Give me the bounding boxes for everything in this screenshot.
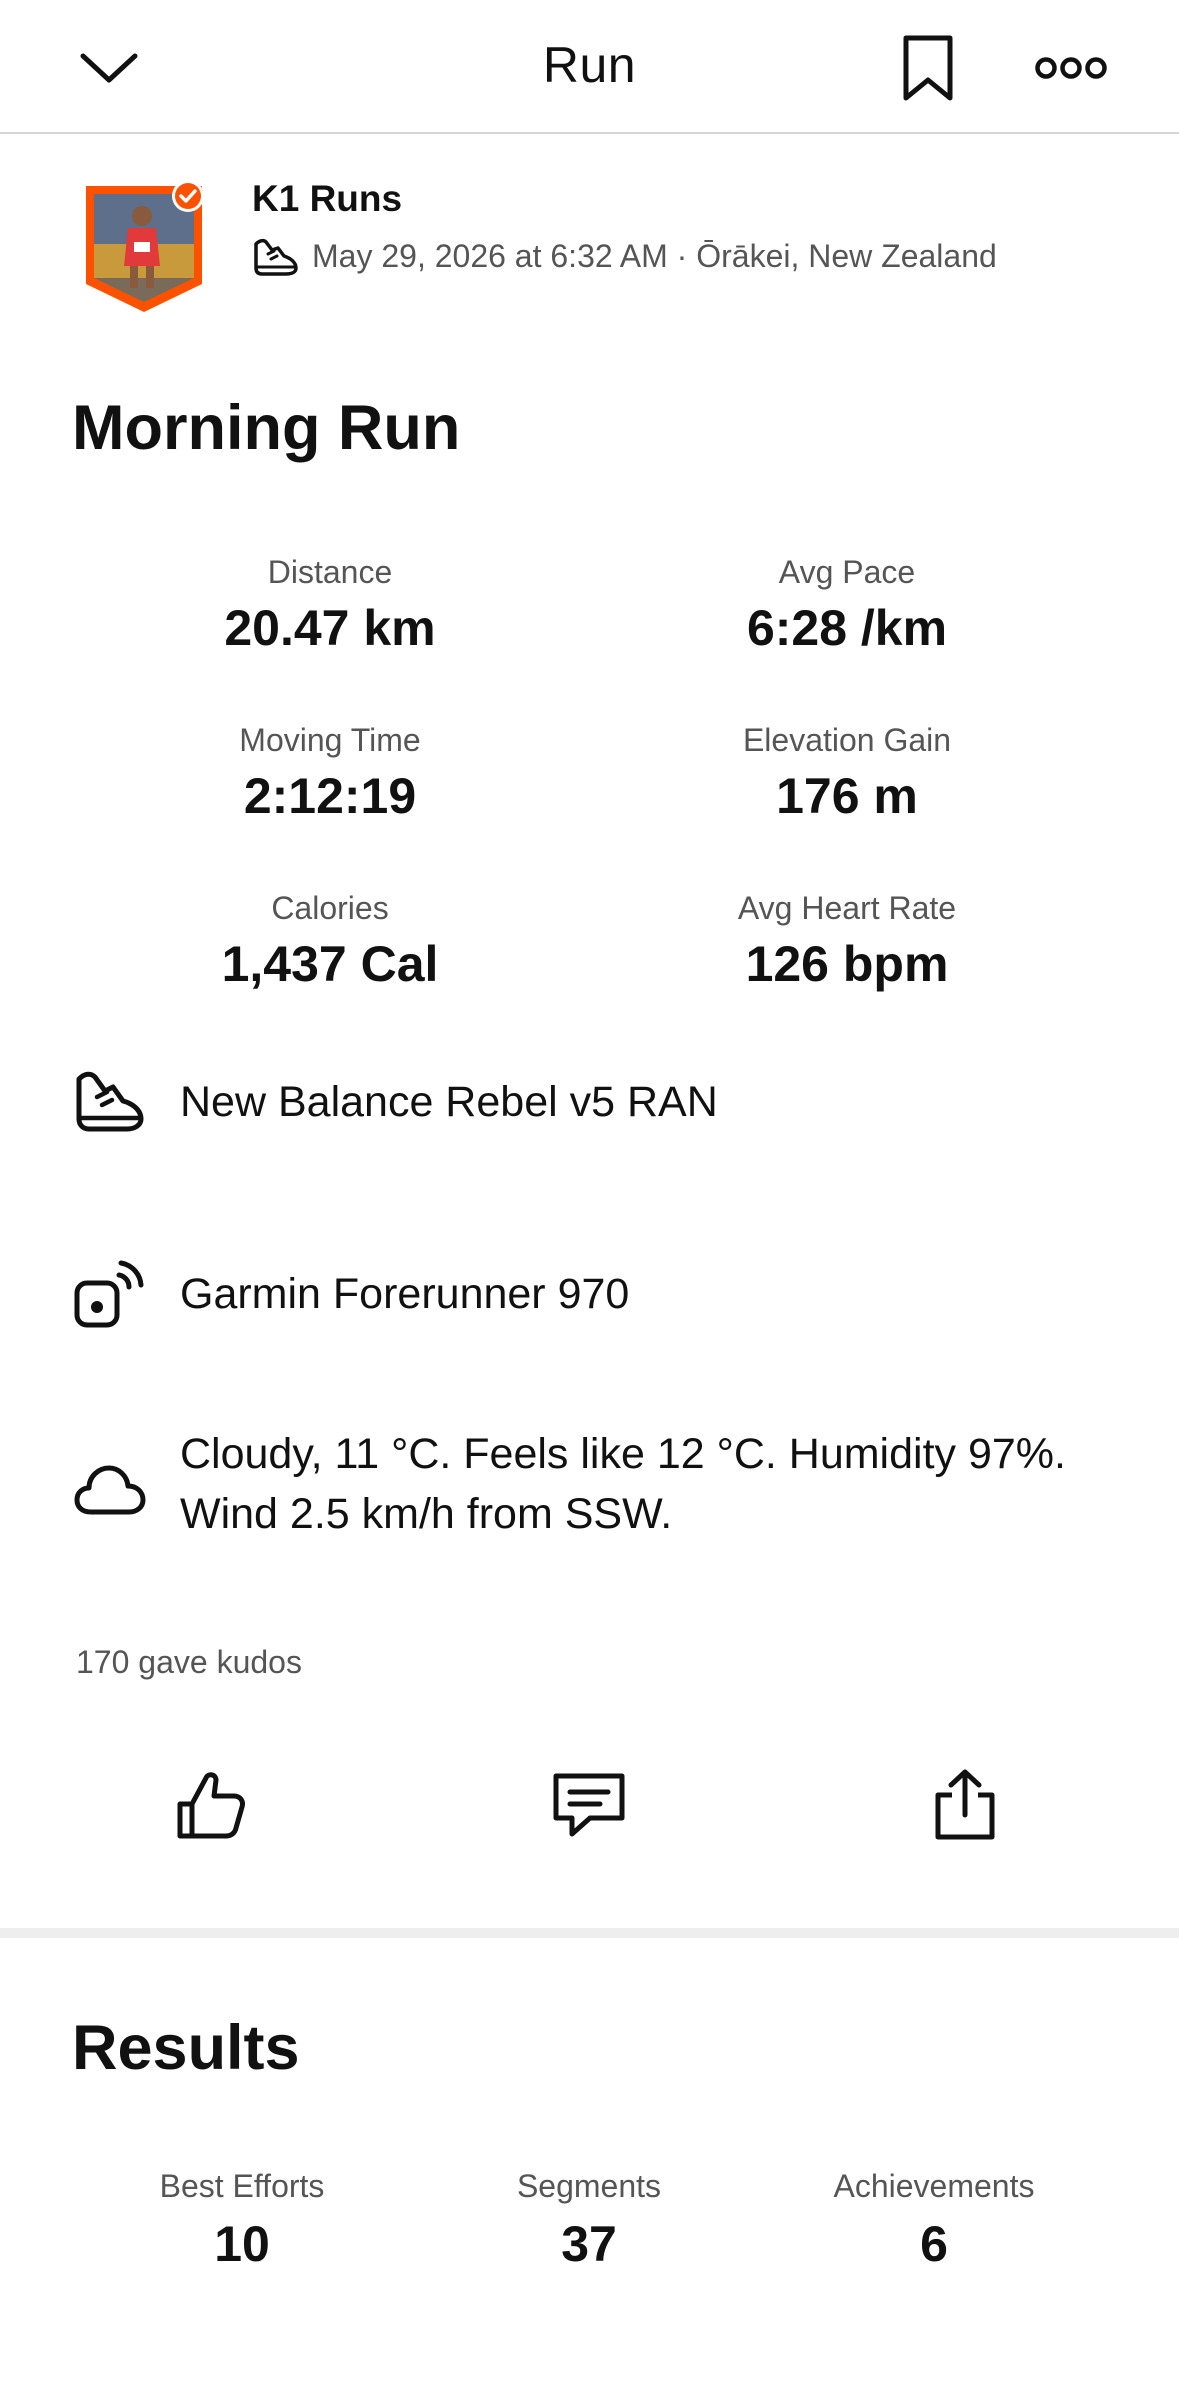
athlete-header <box>0 170 1179 320</box>
stat-label: Distance <box>267 554 393 590</box>
result-label: Achievements <box>833 2168 1035 2204</box>
stat-moving-time <box>70 716 590 828</box>
section-divider <box>0 1928 1179 1938</box>
stat-avg-pace <box>587 548 1107 660</box>
top-bar <box>0 0 1179 134</box>
weather-line-2: Wind 2.5 km/h from SSW. <box>180 1490 673 1538</box>
stat-calories <box>70 884 590 996</box>
results-title: Results <box>72 2013 300 2083</box>
stat-label: Elevation Gain <box>742 722 952 758</box>
avatar[interactable] <box>82 180 206 318</box>
thumbs-up-icon[interactable] <box>166 1760 256 1850</box>
stat-elevation-gain <box>587 716 1107 828</box>
weather-text <box>180 1424 1066 1544</box>
more-dots-icon[interactable] <box>1024 28 1118 108</box>
stat-label: Avg Heart Rate <box>737 890 957 926</box>
gear-shoe-row[interactable] <box>72 1064 1132 1140</box>
cloud-icon <box>72 1452 148 1528</box>
stat-value: 2:12:19 <box>243 768 417 824</box>
stat-avg-heart-rate <box>587 884 1107 996</box>
stat-distance <box>70 548 590 660</box>
stat-value: 20.47 km <box>224 600 436 656</box>
running-shoe-icon <box>72 1064 148 1140</box>
result-value: 37 <box>561 2216 617 2272</box>
result-label: Best Efforts <box>159 2168 325 2204</box>
activity-meta <box>252 234 997 278</box>
device-row <box>72 1256 1132 1332</box>
share-icon[interactable] <box>920 1760 1010 1850</box>
result-value: 10 <box>214 2216 270 2272</box>
activity-date-location: May 29, 2026 at 6:32 AM · Ōrākei, New Zealand <box>312 237 997 274</box>
gear-shoe-label: New Balance Rebel v5 RAN <box>180 1078 718 1126</box>
device-signal-icon <box>72 1256 148 1332</box>
comment-icon[interactable] <box>544 1760 634 1850</box>
result-achievements[interactable] <box>754 2162 1114 2278</box>
weather-line-1: Cloudy, 11 °C. Feels like 12 °C. Humidity 97%. <box>180 1430 1066 1478</box>
result-value: 6 <box>920 2216 948 2272</box>
result-best-efforts[interactable] <box>62 2162 422 2278</box>
weather-row <box>72 1424 1132 1544</box>
stat-label: Avg Pace <box>778 554 916 590</box>
stat-label: Calories <box>271 890 389 926</box>
stat-value: 176 m <box>776 768 918 824</box>
stat-label: Moving Time <box>239 722 421 758</box>
stat-value: 1,437 Cal <box>221 936 439 992</box>
stat-value: 126 bpm <box>745 936 949 992</box>
activity-title: Morning Run <box>72 393 461 463</box>
result-label: Segments <box>516 2168 662 2204</box>
stat-value: 6:28 /km <box>746 600 948 656</box>
device-label: Garmin Forerunner 970 <box>180 1270 630 1318</box>
bookmark-icon[interactable] <box>888 24 968 114</box>
action-bar <box>0 1740 1179 1860</box>
athlete-name[interactable]: K1 Runs <box>252 178 403 219</box>
page-title: Run <box>542 37 637 93</box>
result-segments[interactable] <box>409 2162 769 2278</box>
kudos-count[interactable]: 170 gave kudos <box>76 1644 302 1680</box>
running-shoe-icon <box>252 234 300 278</box>
